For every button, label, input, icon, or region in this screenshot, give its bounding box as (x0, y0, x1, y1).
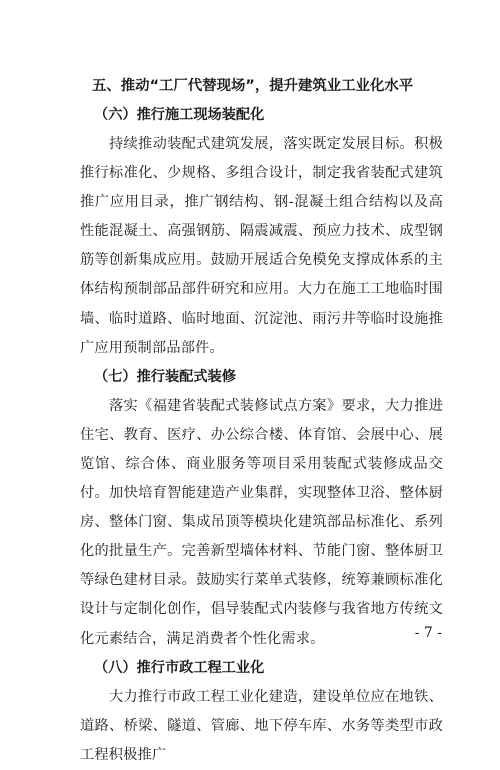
subsection-heading-7: （七）推行装配式装修 (94, 368, 236, 385)
subsection-heading-8: （八）推行市政工程工业化 (94, 659, 265, 676)
subsection-heading-6: （六）推行施工现场装配化 (94, 107, 265, 123)
subsection-paragraph-6: 持续推动装配式建筑发展，落实既定发展目标。积极推行标准化、少规格、多组合设计，制定我省装配式建筑推广应用目录，推广钢结构、钢-混凝土组合结构以及高性能混凝土、高强钢筋、隔震减震、预应力技术、成型钢筋等创新集成应用。鼓励开展适合免模免支撑成体系的主体结构预制部品部件研究和应用。大力在施工工地临时围墙、临时道路、临时地面、沉淀池、雨污井等临时设施推广应用预制部品部件。 (80, 136, 443, 356)
subsection-paragraph-8: 大力推行市政工程工业化建造，建设单位应在地铁、道路、桥梁、隧道、管廊、地下停车库、水务等类型市政工程积极推广 (80, 688, 443, 763)
section-heading: 五、推动“工厂代替现场”，提升建筑业工业化水平 (92, 78, 414, 94)
page-number: - 7 - (414, 625, 442, 641)
subsection-paragraph-7: 落实《福建省装配式装修试点方案》要求，大力推进住宅、教育、医疗、办公综合楼、体育馆、会展中心、展览馆、综合体、商业服务等项目采用装配式装修成品交付。加快培育智能建造产业集群，实现整体卫浴、整体厨房、整体门窗、集成吊顶等模块化建筑部品标准化、系列化的批量生产。完善新型墙体材料、节能门窗、整体厨卫等绿色建材目录。鼓励实行菜单式装修，统筹兼顾标准化设计与定制化创作，倡导装配式内装修与我省地方传统文化元素结合，满足消费者个性化需求。 (80, 397, 443, 647)
document-body (80, 72, 443, 770)
